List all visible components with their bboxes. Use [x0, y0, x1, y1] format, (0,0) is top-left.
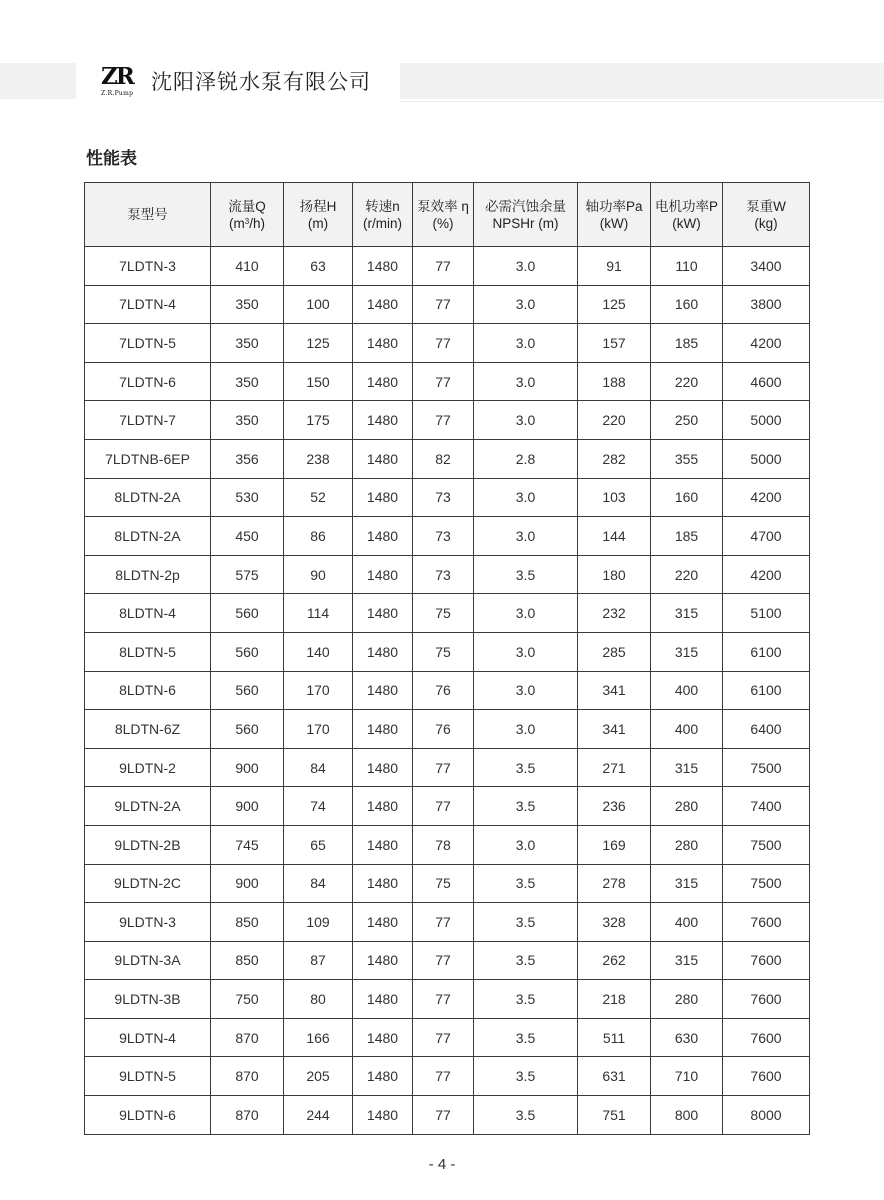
cell-head: 86: [284, 517, 353, 556]
cell-head: 87: [284, 941, 353, 980]
cell-head: 109: [284, 903, 353, 942]
table-row: [85, 478, 810, 517]
cell-shaft-power: 271: [578, 748, 651, 787]
cell-shaft-power: 91: [578, 247, 651, 286]
cell-speed: 1480: [353, 980, 413, 1019]
cell-npshr: 3.0: [474, 324, 578, 363]
cell-model: 8LDTN-2A: [85, 517, 211, 556]
cell-shaft-power: 328: [578, 903, 651, 942]
cell-speed: 1480: [353, 671, 413, 710]
col-header-motor-power: 电机功率P (kW): [651, 183, 723, 247]
cell-npshr: 3.0: [474, 247, 578, 286]
cell-model: 8LDTN-6Z: [85, 710, 211, 749]
table-row: [85, 941, 810, 980]
cell-speed: 1480: [353, 864, 413, 903]
cell-weight: 6400: [723, 710, 810, 749]
cell-flow: 745: [211, 825, 284, 864]
cell-shaft-power: 220: [578, 401, 651, 440]
cell-efficiency: 77: [413, 1057, 474, 1096]
cell-motor-power: 315: [651, 941, 723, 980]
cell-model: 9LDTN-6: [85, 1096, 211, 1135]
cell-speed: 1480: [353, 825, 413, 864]
cell-efficiency: 77: [413, 787, 474, 826]
cell-npshr: 3.5: [474, 1057, 578, 1096]
cell-speed: 1480: [353, 1096, 413, 1135]
cell-shaft-power: 125: [578, 285, 651, 324]
cell-head: 63: [284, 247, 353, 286]
cell-efficiency: 78: [413, 825, 474, 864]
cell-speed: 1480: [353, 903, 413, 942]
cell-shaft-power: 285: [578, 632, 651, 671]
cell-speed: 1480: [353, 362, 413, 401]
cell-npshr: 3.0: [474, 478, 578, 517]
cell-shaft-power: 341: [578, 671, 651, 710]
cell-weight: 3400: [723, 247, 810, 286]
cell-model: 9LDTN-3A: [85, 941, 211, 980]
cell-npshr: 3.0: [474, 710, 578, 749]
cell-weight: 8000: [723, 1096, 810, 1135]
cell-npshr: 3.5: [474, 903, 578, 942]
cell-npshr: 3.0: [474, 517, 578, 556]
cell-shaft-power: 157: [578, 324, 651, 363]
cell-head: 125: [284, 324, 353, 363]
cell-motor-power: 250: [651, 401, 723, 440]
company-name: 沈阳泽锐水泵有限公司: [151, 70, 371, 94]
logo-mark: ZR: [101, 63, 133, 90]
cell-motor-power: 315: [651, 632, 723, 671]
cell-efficiency: 77: [413, 1096, 474, 1135]
cell-npshr: 3.0: [474, 632, 578, 671]
cell-weight: 7600: [723, 903, 810, 942]
cell-weight: 4700: [723, 517, 810, 556]
cell-npshr: 3.5: [474, 980, 578, 1019]
performance-table: [84, 182, 810, 1135]
table-row: [85, 980, 810, 1019]
cell-weight: 7600: [723, 941, 810, 980]
cell-speed: 1480: [353, 517, 413, 556]
cell-npshr: 3.5: [474, 1018, 578, 1057]
cell-model: 8LDTN-6: [85, 671, 211, 710]
cell-motor-power: 220: [651, 362, 723, 401]
cell-npshr: 3.0: [474, 285, 578, 324]
cell-head: 170: [284, 710, 353, 749]
cell-head: 244: [284, 1096, 353, 1135]
cell-model: 8LDTN-5: [85, 632, 211, 671]
cell-motor-power: 400: [651, 903, 723, 942]
cell-weight: 4200: [723, 324, 810, 363]
cell-motor-power: 160: [651, 478, 723, 517]
cell-motor-power: 110: [651, 247, 723, 286]
cell-shaft-power: 180: [578, 555, 651, 594]
cell-motor-power: 400: [651, 671, 723, 710]
cell-npshr: 3.0: [474, 594, 578, 633]
cell-shaft-power: 218: [578, 980, 651, 1019]
cell-shaft-power: 341: [578, 710, 651, 749]
company-logo: [101, 63, 141, 102]
table-row: [85, 439, 810, 478]
cell-flow: 575: [211, 555, 284, 594]
cell-weight: 5000: [723, 439, 810, 478]
cell-weight: 5000: [723, 401, 810, 440]
cell-npshr: 3.5: [474, 941, 578, 980]
cell-model: 7LDTNB-6EP: [85, 439, 211, 478]
table-row: [85, 285, 810, 324]
cell-flow: 900: [211, 748, 284, 787]
logo-subtitle: Z.R.Pump: [101, 90, 134, 97]
cell-shaft-power: 262: [578, 941, 651, 980]
cell-flow: 560: [211, 632, 284, 671]
cell-efficiency: 75: [413, 632, 474, 671]
cell-efficiency: 77: [413, 247, 474, 286]
col-header-npshr: 必需汽蚀余量 NPSHr (m): [474, 183, 578, 247]
cell-model: 7LDTN-3: [85, 247, 211, 286]
cell-motor-power: 355: [651, 439, 723, 478]
cell-weight: 7500: [723, 825, 810, 864]
page-number: - 4 -: [428, 1156, 456, 1173]
cell-motor-power: 185: [651, 517, 723, 556]
cell-shaft-power: 144: [578, 517, 651, 556]
cell-flow: 530: [211, 478, 284, 517]
cell-model: 8LDTN-2p: [85, 555, 211, 594]
cell-model: 9LDTN-2: [85, 748, 211, 787]
cell-head: 114: [284, 594, 353, 633]
cell-flow: 560: [211, 710, 284, 749]
cell-weight: 7600: [723, 1057, 810, 1096]
cell-head: 84: [284, 748, 353, 787]
cell-efficiency: 77: [413, 285, 474, 324]
cell-shaft-power: 232: [578, 594, 651, 633]
cell-motor-power: 315: [651, 594, 723, 633]
cell-motor-power: 280: [651, 825, 723, 864]
cell-speed: 1480: [353, 478, 413, 517]
cell-npshr: 3.0: [474, 671, 578, 710]
cell-head: 175: [284, 401, 353, 440]
cell-efficiency: 77: [413, 1018, 474, 1057]
col-header-weight: 泵重W (kg): [723, 183, 810, 247]
cell-motor-power: 800: [651, 1096, 723, 1135]
cell-head: 166: [284, 1018, 353, 1057]
cell-weight: 6100: [723, 632, 810, 671]
cell-npshr: 3.5: [474, 1096, 578, 1135]
cell-model: 9LDTN-3: [85, 903, 211, 942]
cell-model: 9LDTN-5: [85, 1057, 211, 1096]
cell-npshr: 3.5: [474, 555, 578, 594]
cell-shaft-power: 236: [578, 787, 651, 826]
cell-weight: 4200: [723, 478, 810, 517]
cell-motor-power: 160: [651, 285, 723, 324]
cell-flow: 560: [211, 671, 284, 710]
table-header-row: [85, 183, 810, 247]
cell-npshr: 2.8: [474, 439, 578, 478]
cell-head: 90: [284, 555, 353, 594]
cell-efficiency: 77: [413, 324, 474, 363]
cell-motor-power: 185: [651, 324, 723, 363]
header-band-right: [400, 63, 884, 99]
table-row: [85, 710, 810, 749]
cell-efficiency: 73: [413, 555, 474, 594]
col-header-head: 扬程H (m): [284, 183, 353, 247]
cell-npshr: 3.5: [474, 864, 578, 903]
table-row: [85, 1018, 810, 1057]
cell-weight: 7500: [723, 748, 810, 787]
cell-weight: 5100: [723, 594, 810, 633]
cell-head: 100: [284, 285, 353, 324]
cell-flow: 350: [211, 401, 284, 440]
cell-model: 7LDTN-7: [85, 401, 211, 440]
cell-efficiency: 73: [413, 517, 474, 556]
cell-flow: 870: [211, 1096, 284, 1135]
cell-flow: 900: [211, 864, 284, 903]
cell-efficiency: 75: [413, 594, 474, 633]
cell-npshr: 3.5: [474, 787, 578, 826]
cell-model: 7LDTN-4: [85, 285, 211, 324]
cell-head: 170: [284, 671, 353, 710]
cell-efficiency: 82: [413, 439, 474, 478]
table-row: [85, 632, 810, 671]
cell-motor-power: 315: [651, 864, 723, 903]
table-row: [85, 903, 810, 942]
cell-speed: 1480: [353, 247, 413, 286]
cell-motor-power: 630: [651, 1018, 723, 1057]
cell-head: 80: [284, 980, 353, 1019]
cell-speed: 1480: [353, 285, 413, 324]
cell-model: 9LDTN-4: [85, 1018, 211, 1057]
table-row: [85, 324, 810, 363]
cell-shaft-power: 169: [578, 825, 651, 864]
col-header-efficiency: 泵效率 η (%): [413, 183, 474, 247]
cell-flow: 350: [211, 362, 284, 401]
cell-speed: 1480: [353, 1057, 413, 1096]
cell-shaft-power: 282: [578, 439, 651, 478]
cell-efficiency: 77: [413, 362, 474, 401]
col-header-flow: 流量Q $(m^3/h)$: [211, 183, 284, 247]
cell-efficiency: 73: [413, 478, 474, 517]
cell-speed: 1480: [353, 594, 413, 633]
cell-head: 74: [284, 787, 353, 826]
cell-motor-power: 280: [651, 787, 723, 826]
cell-efficiency: 75: [413, 864, 474, 903]
cell-model: 8LDTN-4: [85, 594, 211, 633]
table-row: [85, 1057, 810, 1096]
cell-motor-power: 280: [651, 980, 723, 1019]
cell-motor-power: 315: [651, 748, 723, 787]
cell-weight: 4600: [723, 362, 810, 401]
header-band-left: [0, 63, 76, 99]
cell-speed: 1480: [353, 632, 413, 671]
cell-head: 140: [284, 632, 353, 671]
cell-speed: 1480: [353, 1018, 413, 1057]
cell-weight: 7500: [723, 864, 810, 903]
table-row: [85, 864, 810, 903]
cell-motor-power: 400: [651, 710, 723, 749]
cell-shaft-power: 631: [578, 1057, 651, 1096]
cell-speed: 1480: [353, 748, 413, 787]
cell-speed: 1480: [353, 787, 413, 826]
cell-efficiency: 77: [413, 903, 474, 942]
cell-speed: 1480: [353, 439, 413, 478]
cell-motor-power: 710: [651, 1057, 723, 1096]
col-header-model: 泵型号: [85, 183, 211, 247]
cell-flow: 870: [211, 1057, 284, 1096]
cell-weight: 4200: [723, 555, 810, 594]
cell-npshr: 3.5: [474, 748, 578, 787]
cell-head: 150: [284, 362, 353, 401]
table-row: [85, 247, 810, 286]
cell-weight: 6100: [723, 671, 810, 710]
cell-model: 9LDTN-3B: [85, 980, 211, 1019]
section-title: 性能表: [86, 149, 137, 169]
cell-speed: 1480: [353, 324, 413, 363]
cell-weight: 7600: [723, 1018, 810, 1057]
cell-head: 52: [284, 478, 353, 517]
cell-model: 9LDTN-2B: [85, 825, 211, 864]
cell-npshr: 3.0: [474, 362, 578, 401]
cell-efficiency: 77: [413, 941, 474, 980]
cell-efficiency: 77: [413, 980, 474, 1019]
cell-efficiency: 76: [413, 710, 474, 749]
table-row: [85, 1096, 810, 1135]
cell-flow: 750: [211, 980, 284, 1019]
cell-flow: 350: [211, 285, 284, 324]
cell-speed: 1480: [353, 555, 413, 594]
cell-speed: 1480: [353, 401, 413, 440]
cell-flow: 850: [211, 941, 284, 980]
cell-npshr: 3.0: [474, 401, 578, 440]
cell-flow: 900: [211, 787, 284, 826]
header-divider: [400, 101, 884, 102]
table-row: [85, 825, 810, 864]
cell-head: 238: [284, 439, 353, 478]
cell-head: 65: [284, 825, 353, 864]
cell-speed: 1480: [353, 710, 413, 749]
cell-efficiency: 77: [413, 401, 474, 440]
table-row: [85, 401, 810, 440]
table-row: [85, 517, 810, 556]
cell-model: 7LDTN-5: [85, 324, 211, 363]
table-row: [85, 555, 810, 594]
cell-speed: 1480: [353, 941, 413, 980]
cell-shaft-power: 278: [578, 864, 651, 903]
cell-model: 8LDTN-2A: [85, 478, 211, 517]
cell-shaft-power: 511: [578, 1018, 651, 1057]
col-header-speed: 转速n (r/min): [353, 183, 413, 247]
cell-flow: 356: [211, 439, 284, 478]
cell-flow: 350: [211, 324, 284, 363]
table-body: [85, 247, 810, 1135]
cell-head: 205: [284, 1057, 353, 1096]
cell-model: 9LDTN-2C: [85, 864, 211, 903]
cell-motor-power: 220: [651, 555, 723, 594]
cell-model: 9LDTN-2A: [85, 787, 211, 826]
col-header-shaft-power: 轴功率Pa (kW): [578, 183, 651, 247]
cell-weight: 7600: [723, 980, 810, 1019]
cell-flow: 450: [211, 517, 284, 556]
table-row: [85, 594, 810, 633]
table-row: [85, 362, 810, 401]
cell-shaft-power: 103: [578, 478, 651, 517]
table-row: [85, 671, 810, 710]
cell-efficiency: 77: [413, 748, 474, 787]
table-row: [85, 748, 810, 787]
cell-model: 7LDTN-6: [85, 362, 211, 401]
cell-shaft-power: 188: [578, 362, 651, 401]
cell-flow: 560: [211, 594, 284, 633]
cell-weight: 3800: [723, 285, 810, 324]
cell-flow: 870: [211, 1018, 284, 1057]
cell-head: 84: [284, 864, 353, 903]
cell-weight: 7400: [723, 787, 810, 826]
cell-shaft-power: 751: [578, 1096, 651, 1135]
table-row: [85, 787, 810, 826]
cell-efficiency: 76: [413, 671, 474, 710]
cell-npshr: 3.0: [474, 825, 578, 864]
cell-flow: 410: [211, 247, 284, 286]
cell-flow: 850: [211, 903, 284, 942]
